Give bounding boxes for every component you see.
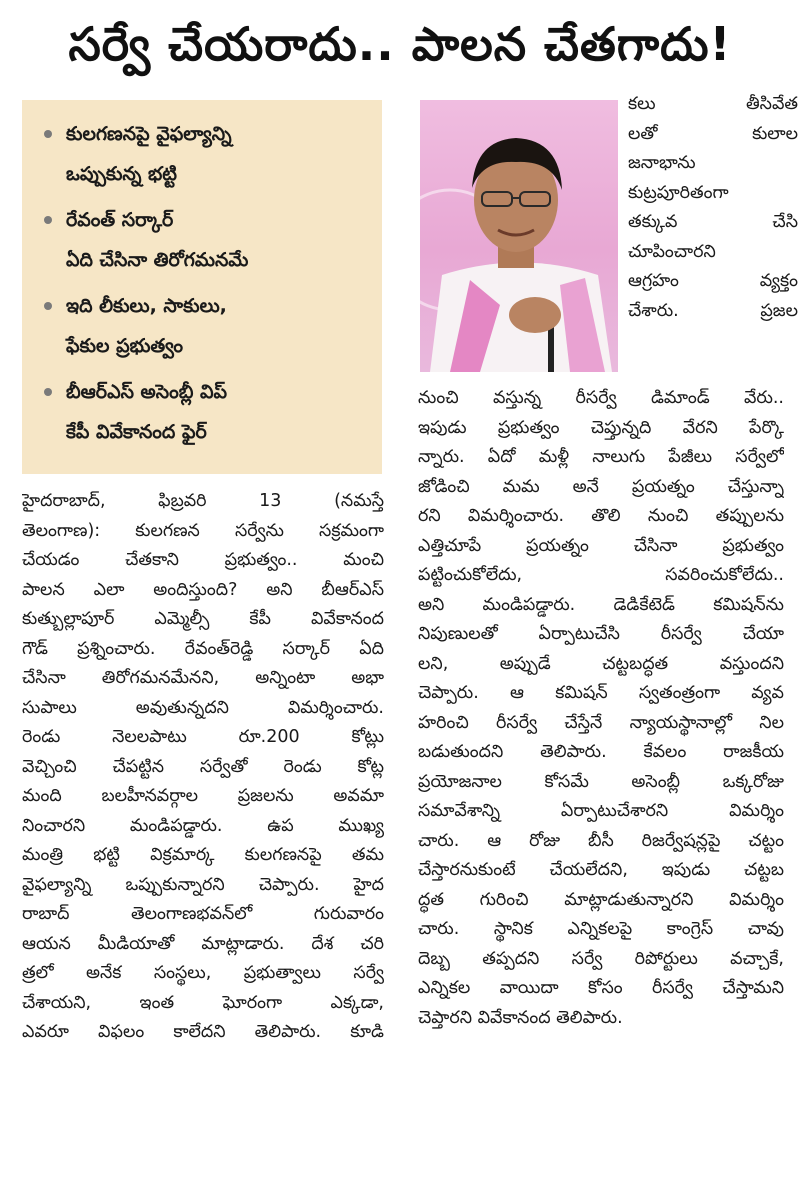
bullet-icon xyxy=(44,388,52,396)
article-line: ఆగ్రహం వ్యక్తం xyxy=(628,271,798,291)
article-line: రని విమర్శించారు. తొలి నుంచి తప్పులను xyxy=(418,506,784,526)
article-line: నిపుణులతో ఏర్పాటుచేసి రీసర్వే చేయా xyxy=(418,624,784,644)
article-column-right-top xyxy=(628,90,798,326)
article-line: తక్కువ చేసి xyxy=(628,212,798,232)
article-line: కుత్బుల్లాపూర్ ఎమ్మెల్సీ కేపీ వివేకానంద xyxy=(22,609,384,629)
article-column-left xyxy=(22,487,384,1048)
article-column-right xyxy=(418,384,784,1033)
article-line: వైఫల్యాన్ని ఒప్పుకున్నారని చెప్పారు. హైద xyxy=(22,874,384,895)
highlight-line: ఇది లీకులు, సాకులు, xyxy=(66,295,227,317)
highlights-box xyxy=(22,100,382,474)
article-line: సుపాలు అవుతున్నదని విమర్శించారు. xyxy=(22,697,384,718)
article-line: చారు. ఆ రోజు బీసీ రిజర్వేషన్లపై చట్టం xyxy=(418,830,784,851)
article-line: త్రలో అనేక సంస్థలు, ప్రభుత్వాలు సర్వే xyxy=(22,963,384,983)
article-line: ఆయన మీడియాతో మాట్లాడారు. దేశ చరి xyxy=(22,933,384,954)
article-line: జనాభాను xyxy=(628,153,696,173)
article-line: నించారని మండిపడ్డారు. ఉప ముఖ్య xyxy=(22,815,384,836)
article-line: లతో కులాల xyxy=(628,123,798,144)
article-line: ఎవరూ విఫలం కాలేదని తెలిపారు. కూడి xyxy=(22,1022,384,1042)
highlight-item xyxy=(44,372,372,452)
article-line: ప్రయోజనాల కోసమే అసెంబ్లీ ఒక్కరోజు xyxy=(418,771,784,792)
article-line: మంత్రి భట్టి విక్రమార్క కులగణనపై తమ xyxy=(22,845,384,865)
article-line: వెచ్చించి చేపట్టిన సర్వేతో రెండు కోట్ల xyxy=(22,756,384,777)
article-line: జోడించి మమ అనే ప్రయత్నం చేస్తున్నా xyxy=(418,476,784,497)
article-line: ఇపుడు ప్రభుత్వం చెప్తున్నది వేరని పేర్కొ xyxy=(418,417,784,438)
bullet-icon xyxy=(44,302,52,310)
headline: సర్వే చేయరాదు.. పాలన చేతగాదు! xyxy=(68,17,732,71)
article-line: ద్ధత గురించి మాట్లాడుతున్నారని విమర్శిం xyxy=(418,889,784,910)
article-line: చేస్తారనుకుంటే చేయలేదని, ఇపుడు చట్టబ xyxy=(418,860,784,880)
bullet-icon xyxy=(44,216,52,224)
article-line: చేయడం చేతకాని ప్రభుత్వం.. మంచి xyxy=(22,550,384,570)
article-line: అని మండిపడ్డారు. డెడికేటెడ్ కమిషన్‌ను xyxy=(418,594,784,615)
article-line: బడుతుందని తెలిపారు. కేవలం రాజకీయ xyxy=(418,742,784,762)
article-line: ఎన్నికల వాయిదా కోసం రీసర్వే చేస్తామని xyxy=(418,978,784,998)
article-line: దెబ్బ తప్పదని సర్వే రిపోర్టులు వచ్చాకే, xyxy=(418,948,784,969)
article-line: చేశారు. ప్రజల xyxy=(628,300,798,321)
article-line: చూపించారని xyxy=(628,241,716,262)
article-line: తెలంగాణ): కులగణన సర్వేను సక్రమంగా xyxy=(22,520,384,541)
article-line: కుట్రపూరితంగా xyxy=(628,182,729,203)
article-line: ఎత్తిచూపే ప్రయత్నం చేసినా ప్రభుత్వం xyxy=(418,535,784,556)
article-line: పట్టించుకోలేదు, సవరించుకోలేదు.. xyxy=(418,565,784,585)
highlight-item xyxy=(44,114,372,194)
article-line: హైదరాబాద్, ఫిబ్రవరి 13 (నమస్తే xyxy=(22,491,384,511)
article-line: మంది బలహీనవర్గాల ప్రజలను అవమా xyxy=(22,786,384,806)
article-line: కలు తీసివేత xyxy=(628,94,798,114)
article-line: నుంచి వస్తున్న రీసర్వే డిమాండ్ వేరు.. xyxy=(418,388,784,408)
article-line: చారు. స్థానిక ఎన్నికలపై కాంగ్రెస్ చావు xyxy=(418,919,784,939)
highlight-line: రేవంత్ సర్కార్ xyxy=(66,209,174,231)
highlight-line: కేపీ వివేకానంద ఫైర్ xyxy=(66,421,207,443)
highlight-line: ఒప్పుకున్న భట్టి xyxy=(66,163,177,185)
article-line: గౌడ్ ప్రశ్నించారు. రేవంత్‌రెడ్డి సర్కార్ ఏది xyxy=(22,638,384,659)
article-line: చెప్తారని వివేకానంద తెలిపారు. xyxy=(418,1007,623,1028)
article-line: చేసినా తిరోగమనమేనని, అన్నింటా అభా xyxy=(22,668,384,688)
highlight-line: ఏది చేసినా తిరోగమనమే xyxy=(66,249,249,271)
speaker-photo xyxy=(420,100,618,372)
highlight-line: కులగణనపై వైఫల్యాన్ని xyxy=(66,123,232,145)
highlight-line: బీఆర్ఎస్ అసెంబ్లీ విప్ xyxy=(66,381,227,403)
highlight-item xyxy=(44,200,372,280)
article-line: న్నారు. ఏదో మళ్లీ నాలుగు పేజీలు సర్వేలో xyxy=(418,447,784,467)
article-line: రెండు నెలలపాటు రూ.200 కోట్లు xyxy=(22,727,384,747)
article-line: లని, అప్పుడే చట్టబద్ధత వస్తుందని xyxy=(418,653,784,674)
article-line: సమావేశాన్ని ఏర్పాటుచేశారని విమర్శిం xyxy=(418,801,784,821)
article-line: పాలన ఎలా అందిస్తుంది? అని బీఆర్ఎస్ xyxy=(22,579,384,600)
article-line: చెప్పారు. ఆ కమిషన్ స్వతంత్రంగా వ్యవ xyxy=(418,683,784,703)
highlight-item xyxy=(44,286,372,366)
article-line: హరించి రీసర్వే చేస్తేనే న్యాయస్థానాల్లో నిల xyxy=(418,712,784,733)
article-line: చేశాయని, ఇంత ఘోరంగా ఎక్కడా, xyxy=(22,992,384,1013)
article-line: రాబాద్ తెలంగాణభవన్‌లో గురువారం xyxy=(22,904,384,924)
speaker-illustration xyxy=(420,100,618,372)
highlight-line: ఫేకుల ప్రభుత్వం xyxy=(66,335,184,357)
bullet-icon xyxy=(44,130,52,138)
